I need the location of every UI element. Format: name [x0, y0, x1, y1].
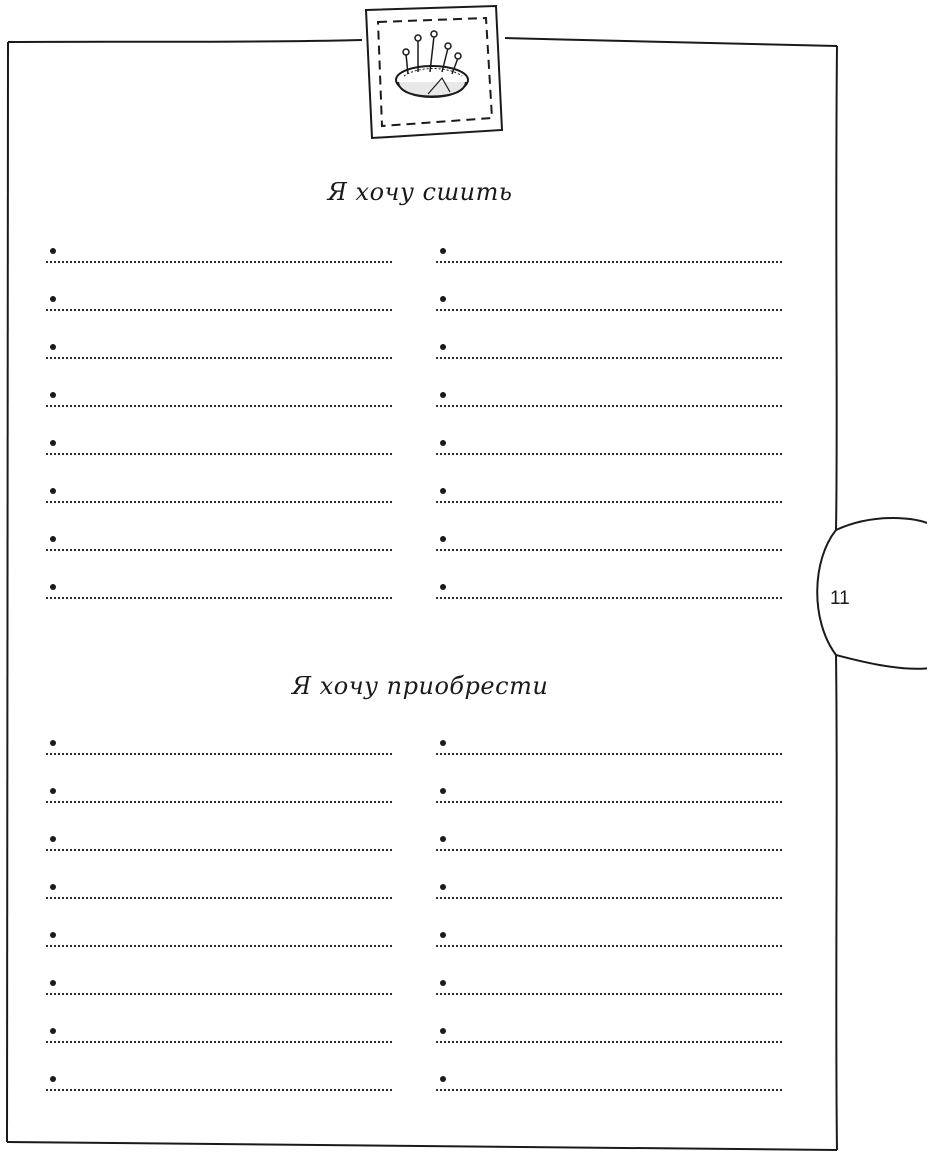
dotted-line [46, 309, 392, 311]
list-item[interactable] [46, 924, 392, 972]
bullet-icon [440, 1028, 446, 1034]
list-item[interactable] [436, 576, 782, 624]
dotted-line [436, 897, 782, 899]
bullet-icon [440, 836, 446, 842]
list-item[interactable] [436, 384, 782, 432]
bullet-icon [50, 344, 56, 350]
dotted-line [46, 1041, 392, 1043]
bullet-icon [50, 980, 56, 986]
bullet-icon [440, 392, 446, 398]
dotted-line [436, 849, 782, 851]
list-item[interactable] [436, 480, 782, 528]
bullet-icon [50, 536, 56, 542]
dotted-line [46, 453, 392, 455]
dotted-line [436, 405, 782, 407]
list-item[interactable] [46, 432, 392, 480]
list-item[interactable] [46, 1020, 392, 1068]
dotted-line [436, 945, 782, 947]
bullet-icon [440, 788, 446, 794]
bullet-icon [50, 884, 56, 890]
dotted-line [436, 261, 782, 263]
dotted-line [436, 753, 782, 755]
dotted-line [46, 753, 392, 755]
list-item[interactable] [46, 972, 392, 1020]
list-item[interactable] [436, 972, 782, 1020]
dotted-line [436, 501, 782, 503]
dotted-line [436, 453, 782, 455]
bullet-icon [440, 884, 446, 890]
list-item[interactable] [46, 528, 392, 576]
list-item[interactable] [46, 780, 392, 828]
list-item[interactable] [46, 1068, 392, 1116]
list-item[interactable] [436, 432, 782, 480]
list-item[interactable] [436, 924, 782, 972]
list-item[interactable] [436, 336, 782, 384]
list-item[interactable] [436, 780, 782, 828]
bullet-icon [50, 392, 56, 398]
dotted-line [46, 897, 392, 899]
dotted-line [436, 1089, 782, 1091]
pincushion-stamp [358, 2, 508, 142]
list-item[interactable] [436, 240, 782, 288]
list-item[interactable] [436, 288, 782, 336]
list-item[interactable] [46, 288, 392, 336]
list-item[interactable] [46, 480, 392, 528]
list-item[interactable] [46, 384, 392, 432]
dotted-line [436, 357, 782, 359]
dotted-line [46, 261, 392, 263]
bullet-icon [50, 296, 56, 302]
bullet-icon [440, 488, 446, 494]
list-item[interactable] [436, 1020, 782, 1068]
bullet-icon [50, 440, 56, 446]
list-item[interactable] [46, 240, 392, 288]
list-buy-right [436, 732, 782, 1116]
list-sew-right [436, 240, 782, 624]
bullet-icon [440, 980, 446, 986]
bullet-icon [440, 740, 446, 746]
dotted-line [46, 405, 392, 407]
list-sew-left [46, 240, 392, 624]
dotted-line [46, 1089, 392, 1091]
list-item[interactable] [46, 876, 392, 924]
bullet-icon [440, 248, 446, 254]
bullet-icon [50, 1076, 56, 1082]
bullet-icon [440, 1076, 446, 1082]
list-item[interactable] [436, 1068, 782, 1116]
list-item[interactable] [46, 336, 392, 384]
dotted-line [46, 597, 392, 599]
dotted-line [46, 801, 392, 803]
section-heading-buy: Я хочу приобрести [291, 672, 549, 700]
bullet-icon [50, 248, 56, 254]
list-item[interactable] [46, 828, 392, 876]
bullet-icon [440, 296, 446, 302]
bullet-icon [50, 584, 56, 590]
bullet-icon [50, 488, 56, 494]
dotted-line [436, 597, 782, 599]
page-number: 11 [830, 588, 850, 609]
list-item[interactable] [436, 876, 782, 924]
bullet-icon [440, 584, 446, 590]
bullet-icon [440, 440, 446, 446]
dotted-line [46, 357, 392, 359]
list-item[interactable] [46, 732, 392, 780]
bullet-icon [440, 932, 446, 938]
list-item[interactable] [436, 828, 782, 876]
dotted-line [46, 849, 392, 851]
dotted-line [436, 309, 782, 311]
bullet-icon [440, 536, 446, 542]
dotted-line [436, 549, 782, 551]
list-item[interactable] [46, 576, 392, 624]
dotted-line [46, 993, 392, 995]
bullet-icon [50, 788, 56, 794]
bullet-icon [50, 932, 56, 938]
dotted-line [46, 945, 392, 947]
dotted-line [436, 801, 782, 803]
bullet-icon [50, 740, 56, 746]
dotted-line [46, 549, 392, 551]
list-item[interactable] [436, 732, 782, 780]
bullet-icon [50, 1028, 56, 1034]
dotted-line [436, 993, 782, 995]
dotted-line [436, 1041, 782, 1043]
dotted-line [46, 501, 392, 503]
bullet-icon [50, 836, 56, 842]
bullet-icon [440, 344, 446, 350]
section-heading-sew: Я хочу сшить [327, 178, 513, 206]
list-item[interactable] [436, 528, 782, 576]
list-buy-left [46, 732, 392, 1116]
